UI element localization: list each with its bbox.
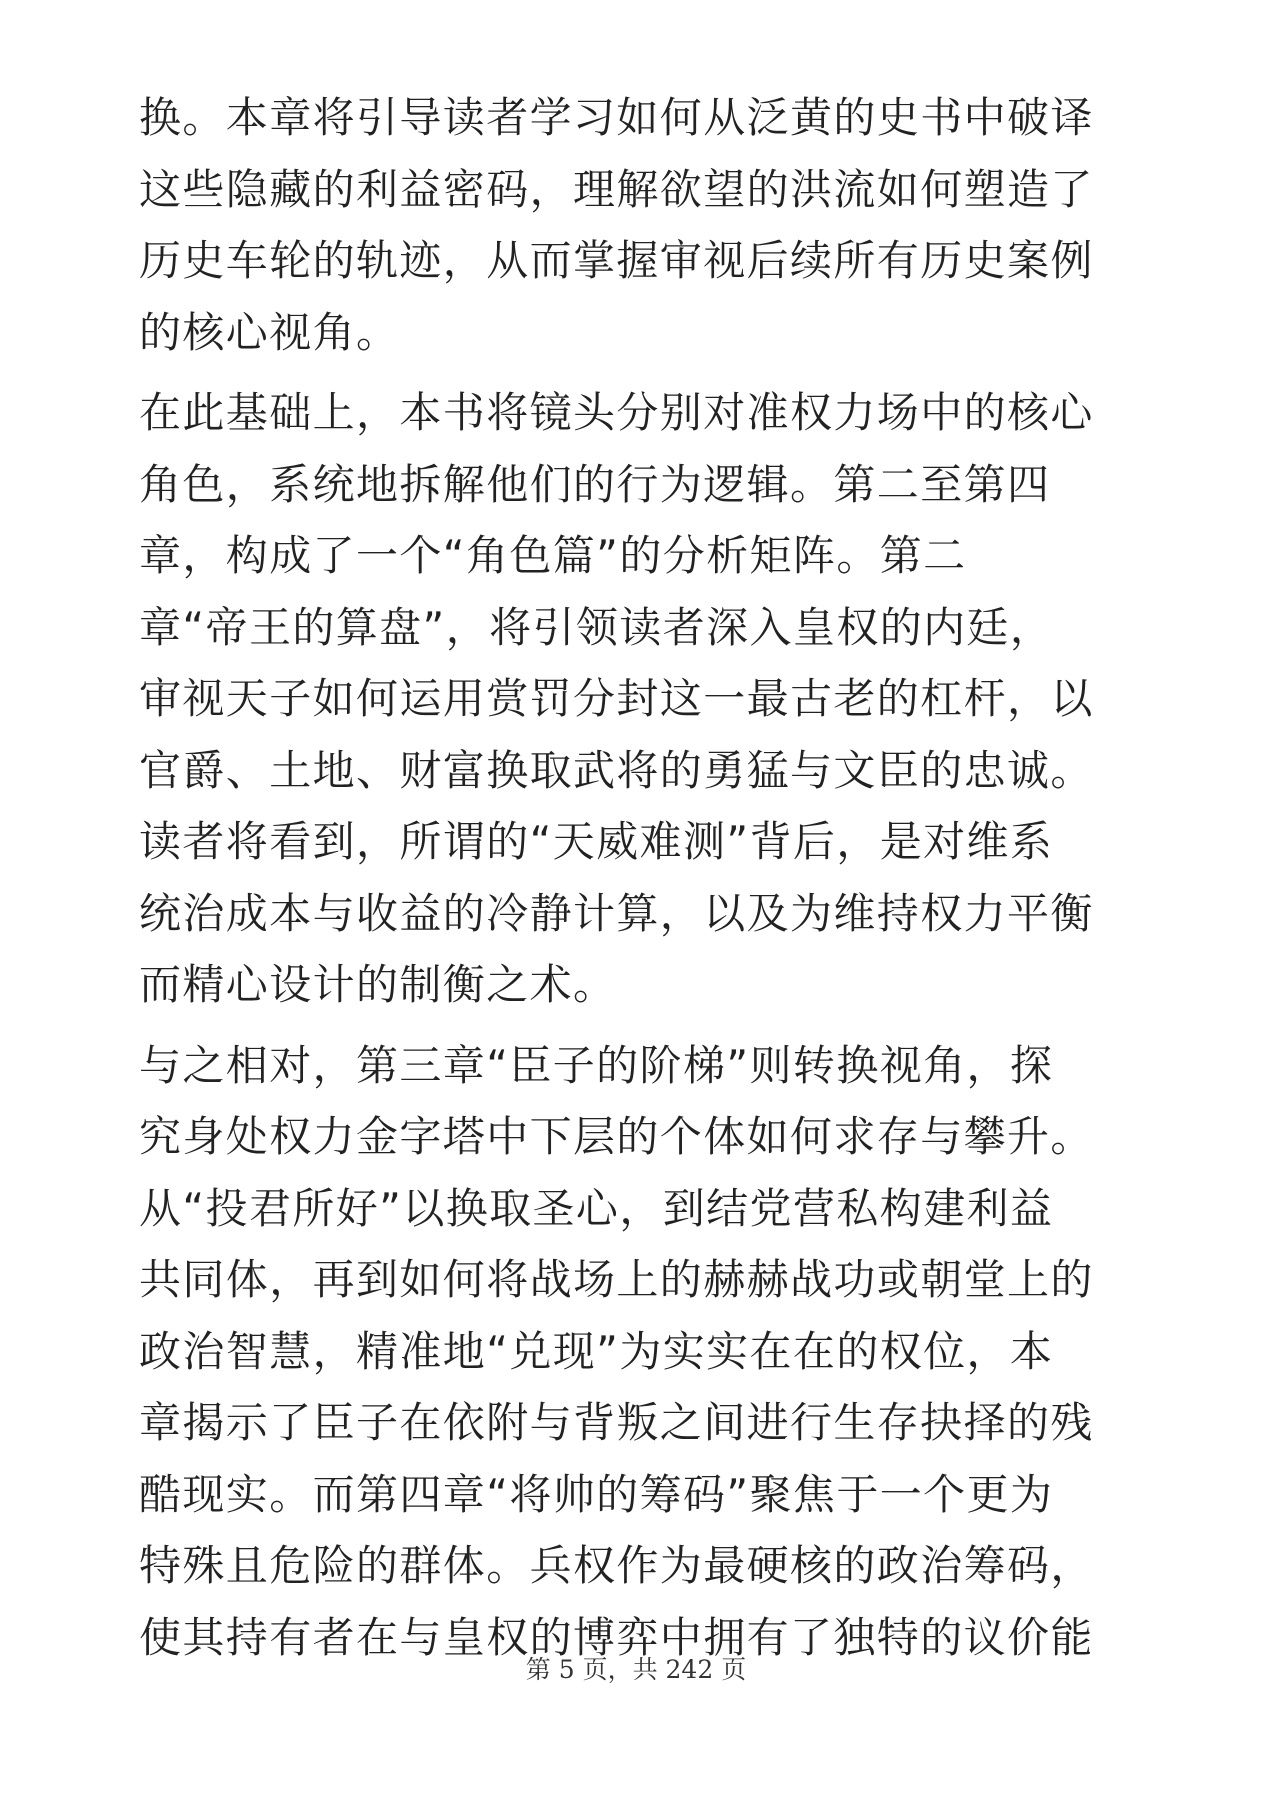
text-line: 使其持有者在与皇权的博弈中拥有了独特的议价能 (139, 1612, 1094, 1662)
paragraph-gap (139, 368, 1139, 377)
text-line: 历史车轮的轨迹，从而掌握审视后续所有历史案例 (139, 236, 1094, 285)
text-line: 读者将看到，所谓的“天威难测”背后，是对维系 (139, 817, 1054, 866)
text-line: 章“帝王的算盘”，将引领读者深入皇权的内廷， (139, 602, 1054, 652)
text-line: 与之相对，第三章“臣子的阶梯”则转换视角，探 (139, 1040, 1054, 1090)
text-line: 政治智慧，精准地“兑现”为实实在在的权位，本 (139, 1326, 1054, 1376)
text-line: 特殊且危险的群体。兵权作为最硬核的政治筹码， (139, 1541, 1094, 1590)
paragraph (139, 377, 1139, 1021)
text-line: 究身处权力金字塔中下层的个体如何求存与攀升。 (139, 1112, 1094, 1161)
paragraph (139, 82, 1139, 368)
text-line: 共同体，再到如何将战场上的赫赫战功或朝堂上的 (139, 1255, 1094, 1304)
text-line: 章揭示了臣子在依附与背叛之间进行生存抉择的残 (139, 1398, 1094, 1447)
text-line: 的核心视角。 (139, 307, 400, 357)
text-line: 审视天子如何运用赏罚分封这一最古老的杠杆，以 (139, 674, 1094, 723)
paragraph (139, 1030, 1139, 1674)
text-line: 章，构成了一个“角色篇”的分析矩阵。第二 (139, 531, 967, 580)
paragraph-gap (139, 1021, 1139, 1030)
text-line: 从“投君所好”以换取圣心，到结党营私构建利益 (139, 1183, 1054, 1233)
text-line: 官爵、土地、财富换取武将的勇猛与文臣的忠诚。 (139, 745, 1094, 795)
text-line: 酷现实。而第四章“将帅的筹码”聚焦于一个更为 (139, 1469, 1054, 1519)
text-line: 在此基础上，本书将镜头分别对准权力场中的核心 (139, 388, 1094, 437)
text-line: 换。本章将引导读者学习如何从泛黄的史书中破译 (139, 93, 1094, 142)
text-line: 角色，系统地拆解他们的行为逻辑。第二至第四 (139, 459, 1051, 509)
text-line: 统治成本与收益的冷静计算，以及为维持权力平衡 (139, 888, 1094, 938)
body-text (139, 82, 1139, 1673)
text-line: 这些隐藏的利益密码，理解欲望的洪流如何塑造了 (139, 164, 1094, 214)
text-line: 而精心设计的制衡之术。 (139, 960, 617, 1009)
page-number-footer: 第 5 页，共 242 页 (525, 1655, 747, 1684)
